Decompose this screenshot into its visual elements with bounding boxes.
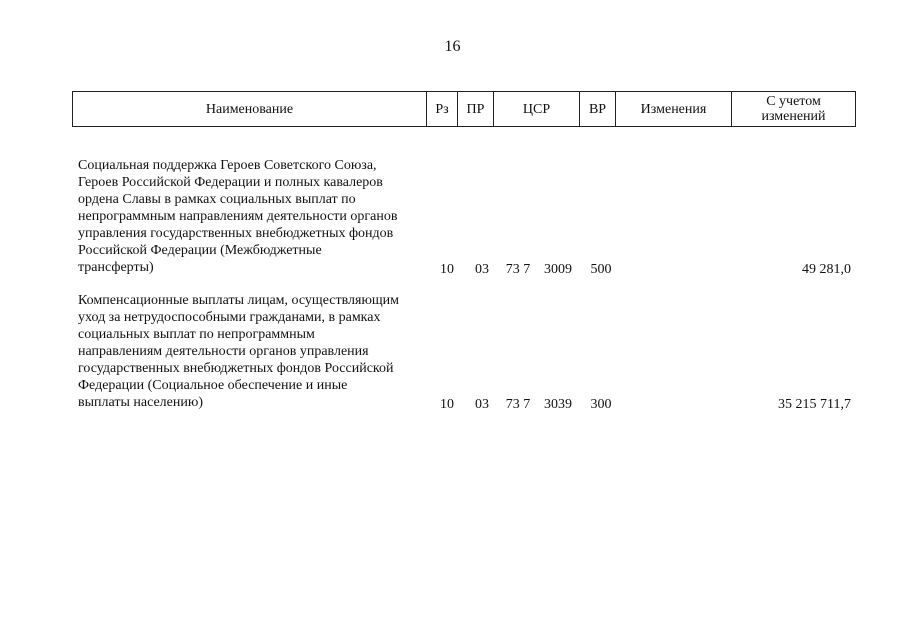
row-vr: 300 xyxy=(590,397,612,412)
column-header-pr: ПР xyxy=(458,92,494,127)
row-name: Социальная поддержка Героев Советского Союза, Героев Российской Федерации и полных кавалеров ордена Славы в рамках социальных выплат по непрограммным направлениям деятельности органов управления государственных внебюджетных фондов Российской Федерации (Межбюджетные трансферты) xyxy=(78,158,398,275)
column-header-vr: ВР xyxy=(580,92,616,127)
row-pr: 03 xyxy=(475,397,489,412)
row-amount-with-changes: 49 281,0 xyxy=(802,262,851,277)
page-number: 16 xyxy=(444,38,461,55)
row-csr-program: 73 7 xyxy=(505,262,531,277)
table-header xyxy=(72,91,856,127)
column-header-changes: Изменения xyxy=(616,92,732,127)
column-header-csr: ЦСР xyxy=(494,92,580,127)
table-row xyxy=(72,157,855,278)
column-header-name: Наименование xyxy=(73,92,427,127)
column-header-with-changes: С учетом изменений xyxy=(732,92,856,127)
row-csr-code: 3039 xyxy=(544,397,572,412)
column-header-rz: Рз xyxy=(427,92,458,127)
row-csr-code: 3009 xyxy=(544,262,572,277)
row-rz: 10 xyxy=(440,262,454,277)
row-amount-with-changes: 35 215 711,7 xyxy=(778,397,851,412)
row-csr-program: 73 7 xyxy=(505,397,531,412)
row-pr: 03 xyxy=(475,262,489,277)
row-name: Компенсационные выплаты лицам, осуществляющим уход за нетрудоспособными гражданами, в рамках социальных выплат по непрограммным направлениям деятельности органов управления государственных внебюджетных фондов Российской Федерации (Социальное обеспечение и иные выплаты населению) xyxy=(78,293,400,410)
row-vr: 500 xyxy=(590,262,612,277)
row-rz: 10 xyxy=(440,397,454,412)
table-row xyxy=(72,292,855,413)
